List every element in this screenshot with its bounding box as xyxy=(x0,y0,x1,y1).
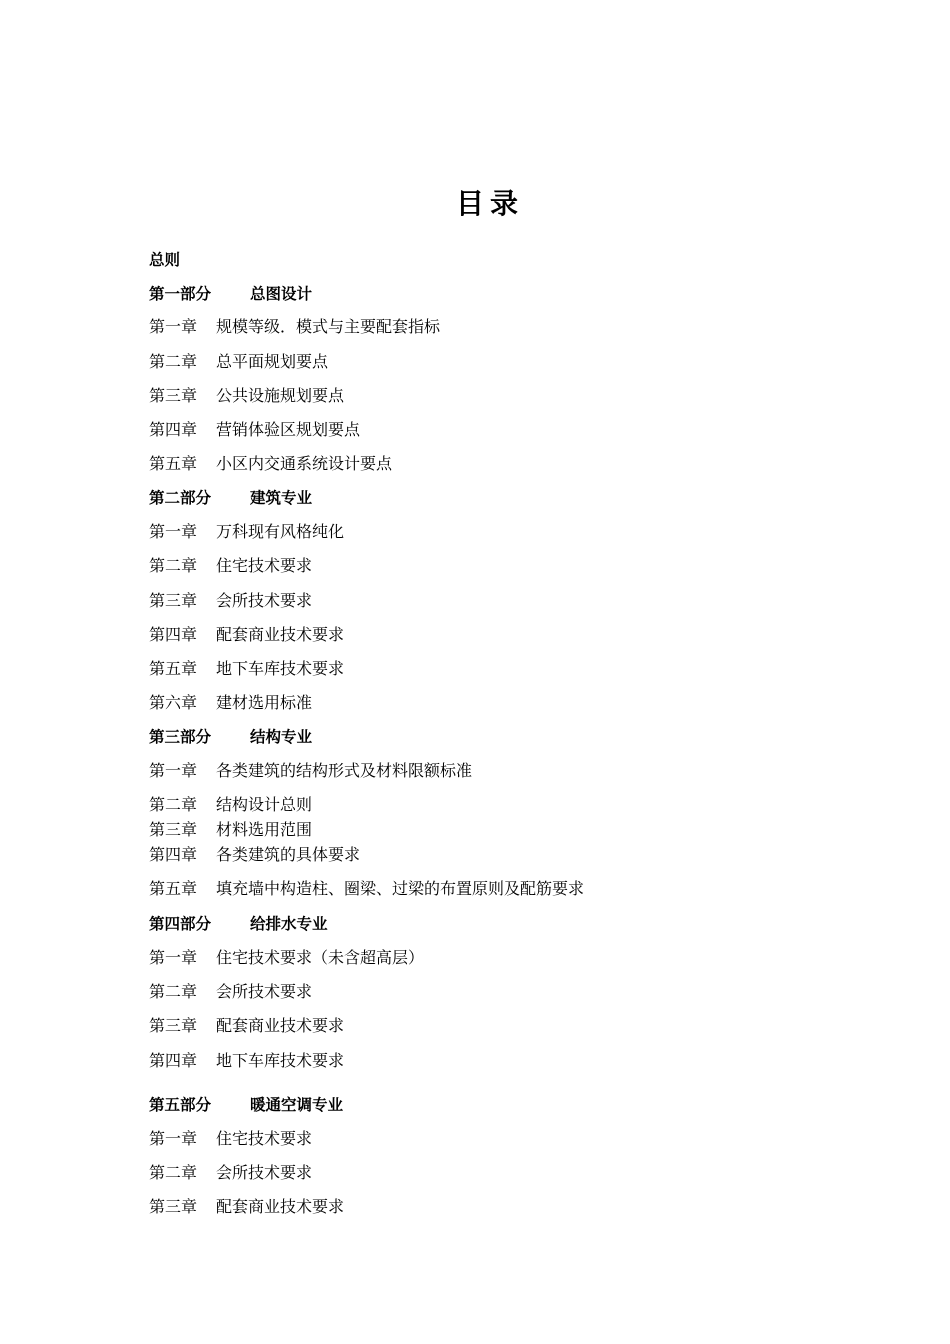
toc-entry-label: 第四部分 xyxy=(149,915,212,933)
toc-entry-text: 住宅技术要求（未含超高层） xyxy=(216,948,425,967)
toc-entry-label: 第四章 xyxy=(149,420,198,439)
toc-entry-text: 各类建筑的具体要求 xyxy=(216,845,361,864)
toc-chapter-entry[interactable] xyxy=(149,315,440,339)
toc-entry-label: 第五章 xyxy=(149,454,198,473)
toc-entry-label: 第三部分 xyxy=(149,728,212,746)
toc-entry-label: 第五部分 xyxy=(149,1096,212,1114)
toc-chapter-entry[interactable] xyxy=(149,384,344,408)
toc-entry-label: 第五章 xyxy=(149,659,198,678)
toc-entry-label: 第三章 xyxy=(149,820,198,839)
toc-chapter-entry[interactable] xyxy=(149,818,312,842)
toc-chapter-entry[interactable] xyxy=(149,843,360,867)
toc-chapter-entry[interactable] xyxy=(149,793,312,817)
toc-chapter-entry[interactable] xyxy=(149,691,312,715)
toc-entry-text: 结构专业 xyxy=(250,728,313,746)
toc-chapter-entry[interactable] xyxy=(149,418,360,442)
toc-entry-label: 第一章 xyxy=(149,522,198,541)
toc-entry-text: 建材选用标准 xyxy=(216,693,313,712)
toc-entry-label: 第二章 xyxy=(149,1163,198,1182)
toc-entry-label: 第三章 xyxy=(149,386,198,405)
toc-chapter-entry[interactable] xyxy=(149,350,328,374)
toc-entry-text: 暖通空调专业 xyxy=(250,1096,344,1114)
toc-entry-text: 营销体验区规划要点 xyxy=(216,420,361,439)
toc-entry-text: 填充墙中构造柱、圈梁、过梁的布置原则及配筋要求 xyxy=(216,879,585,898)
toc-part-entry[interactable] xyxy=(149,282,312,306)
toc-chapter-entry[interactable] xyxy=(149,589,312,613)
toc-entry-label: 第一部分 xyxy=(149,285,212,303)
toc-entry-text: 配套商业技术要求 xyxy=(216,625,345,644)
toc-entry-label: 第二章 xyxy=(149,982,198,1001)
toc-entry-text: 各类建筑的结构形式及材料限额标准 xyxy=(216,761,473,780)
toc-chapter-entry[interactable] xyxy=(149,946,424,970)
toc-entry-text: 会所技术要求 xyxy=(216,591,313,610)
toc-entry-text: 万科现有风格纯化 xyxy=(216,522,345,541)
toc-part-entry[interactable] xyxy=(149,486,312,510)
toc-chapter-entry[interactable] xyxy=(149,1049,344,1073)
toc-part-entry[interactable] xyxy=(149,912,328,936)
toc-entry-label: 第四章 xyxy=(149,845,198,864)
toc-part-entry[interactable] xyxy=(149,725,312,749)
toc-entry-text: 小区内交通系统设计要点 xyxy=(216,454,393,473)
toc-entry-text: 住宅技术要求 xyxy=(216,1129,313,1148)
toc-chapter-entry[interactable] xyxy=(149,657,344,681)
toc-chapter-entry[interactable] xyxy=(149,452,392,476)
toc-chapter-entry[interactable] xyxy=(149,877,584,901)
toc-chapter-entry[interactable] xyxy=(149,980,312,1004)
toc-entry-label: 第六章 xyxy=(149,693,198,712)
toc-section-entry[interactable] xyxy=(149,248,180,272)
toc-entry-text: 规模等级．模式与主要配套指标 xyxy=(216,317,441,336)
toc-chapter-entry[interactable] xyxy=(149,554,312,578)
toc-entry-text: 地下车库技术要求 xyxy=(216,659,345,678)
toc-entry-label: 第二部分 xyxy=(149,489,212,507)
toc-part-entry[interactable] xyxy=(149,1093,343,1117)
toc-entry-text: 会所技术要求 xyxy=(216,982,313,1001)
toc-entry-label: 第四章 xyxy=(149,625,198,644)
toc-entry-text: 配套商业技术要求 xyxy=(216,1016,345,1035)
toc-entry-text: 地下车库技术要求 xyxy=(216,1051,345,1070)
toc-chapter-entry[interactable] xyxy=(149,623,344,647)
toc-entry-label: 第五章 xyxy=(149,879,198,898)
toc-chapter-entry[interactable] xyxy=(149,520,344,544)
toc-entry-label: 第二章 xyxy=(149,556,198,575)
toc-entry-text: 给排水专业 xyxy=(250,915,328,933)
toc-entry-text: 建筑专业 xyxy=(250,489,313,507)
toc-entry-label: 第二章 xyxy=(149,352,198,371)
toc-entry-label: 第一章 xyxy=(149,948,198,967)
toc-entry-label: 第二章 xyxy=(149,795,198,814)
toc-entry-label: 第三章 xyxy=(149,1016,198,1035)
toc-entry-text: 材料选用范围 xyxy=(216,820,313,839)
toc-chapter-entry[interactable] xyxy=(149,1195,344,1219)
toc-entry-text: 公共设施规划要点 xyxy=(216,386,345,405)
toc-entry-text: 总平面规划要点 xyxy=(216,352,329,371)
toc-chapter-entry[interactable] xyxy=(149,1161,312,1185)
toc-entry-label: 第三章 xyxy=(149,1197,198,1216)
toc-chapter-entry[interactable] xyxy=(149,759,472,783)
toc-entry-text: 结构设计总则 xyxy=(216,795,313,814)
toc-entry-text: 住宅技术要求 xyxy=(216,556,313,575)
toc-entry-text: 会所技术要求 xyxy=(216,1163,313,1182)
toc-entry-label: 第一章 xyxy=(149,317,198,336)
toc-entry-text: 配套商业技术要求 xyxy=(216,1197,345,1216)
toc-entry-label: 第四章 xyxy=(149,1051,198,1070)
toc-entry-label: 总则 xyxy=(149,251,181,269)
toc-entry-label: 第三章 xyxy=(149,591,198,610)
toc-entry-label: 第一章 xyxy=(149,761,198,780)
toc-entry-text: 总图设计 xyxy=(250,285,313,303)
toc-chapter-entry[interactable] xyxy=(149,1014,344,1038)
toc-title: 目录 xyxy=(455,187,524,220)
toc-entry-label: 第一章 xyxy=(149,1129,198,1148)
toc-chapter-entry[interactable] xyxy=(149,1127,312,1151)
